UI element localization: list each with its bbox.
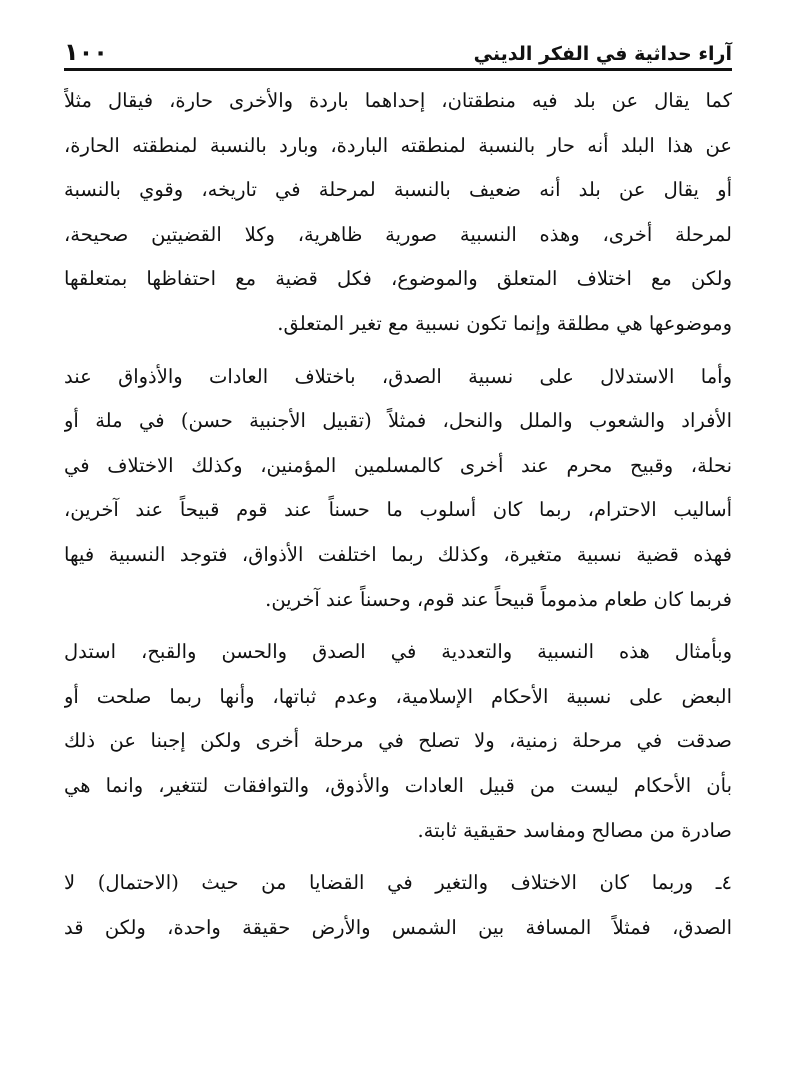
text-line: الصدق، فمثلاً المسافة بين الشمس والأرض حقيقة واحدة، ولكن قد xyxy=(64,915,732,939)
text-line: أساليب الاحترام، ربما كان أسلوب ما حسناً عند قوم قبيحاً عند آخرين، xyxy=(64,498,732,522)
text-line: كما يقال عن بلد فيه منطقتان، إحداهما باردة والأخرى حارة، فيقال مثلاً xyxy=(64,89,732,112)
text-line: ٤ـ وربما كان الاختلاف والتغير في القضايا من حيث (الاحتمال) لا xyxy=(64,871,732,895)
text-line: عن هذا البلد أنه حار بالنسبة لمنطقته الباردة، وبارد بالنسبة لمنطقته الحارة، xyxy=(64,133,732,157)
text-line: وأما الاستدلال على نسبية الصدق، باختلاف العادات والأذواق عند xyxy=(64,364,732,388)
text-line: بأن الأحكام ليست من قبيل العادات والأذوق، والتوافقات لتتغير، وانما هي xyxy=(64,773,732,797)
text-line: صدقت في مرحلة زمنية، ولا تصلح في مرحلة أخرى ولكن إجبنا عن ذلك xyxy=(64,729,732,753)
body-text xyxy=(64,79,732,950)
paragraph-4 xyxy=(64,861,732,950)
text-line: لمرحلة أخرى، وهذه النسبية صورية ظاهرية، وكلا القضيتين صحيحة، xyxy=(64,222,732,246)
text-line: ولكن مع اختلاف المتعلق والموضوع، فكل قضية مع احتفاظها بمتعلقها xyxy=(64,267,732,291)
text-line: نحلة، وقبيح محرم عند أخرى كالمسلمين المؤمنين، وكذلك الاختلاف في xyxy=(64,453,732,477)
text-line: فربما كان طعام مذموماً قبيحاً عند قوم، وحسناً عند آخرين. xyxy=(265,587,732,611)
running-header xyxy=(64,28,732,71)
text-line: صادرة من مصالح ومفاسد حقيقية ثابتة. xyxy=(417,818,732,842)
text-line: الأفراد والشعوب والملل والنحل، فمثلاً (تقبيل الأجنبية حسن) في ملة أو xyxy=(64,409,732,433)
book-page xyxy=(64,28,732,1068)
text-line: فهذه قضية نسبية متغيرة، وكذلك ربما اختلفت الأذواق، فتوجد النسبية فيها xyxy=(64,542,732,566)
paragraph-3 xyxy=(64,630,732,853)
text-line: البعض على نسبية الأحكام الإسلامية، وعدم ثباتها، وأنها ربما صلحت أو xyxy=(64,684,732,708)
text-line: أو يقال عن بلد أنه ضعيف بالنسبة لمرحلة في تاريخه، وقوي بالنسبة xyxy=(64,178,732,202)
text-line: وبأمثال هذه النسبية والتعددية في الصدق والحسن والقبح، استدل xyxy=(64,640,732,664)
text-line: وموضوعها هي مطلقة وإنما تكون نسبية مع تغير المتعلق. xyxy=(277,311,732,335)
paragraph-2 xyxy=(64,355,732,623)
paragraph-1 xyxy=(64,79,732,347)
header-title: آراء حداثية في الفكر الديني xyxy=(473,43,732,65)
page-number: ١٠٠ xyxy=(64,38,108,66)
